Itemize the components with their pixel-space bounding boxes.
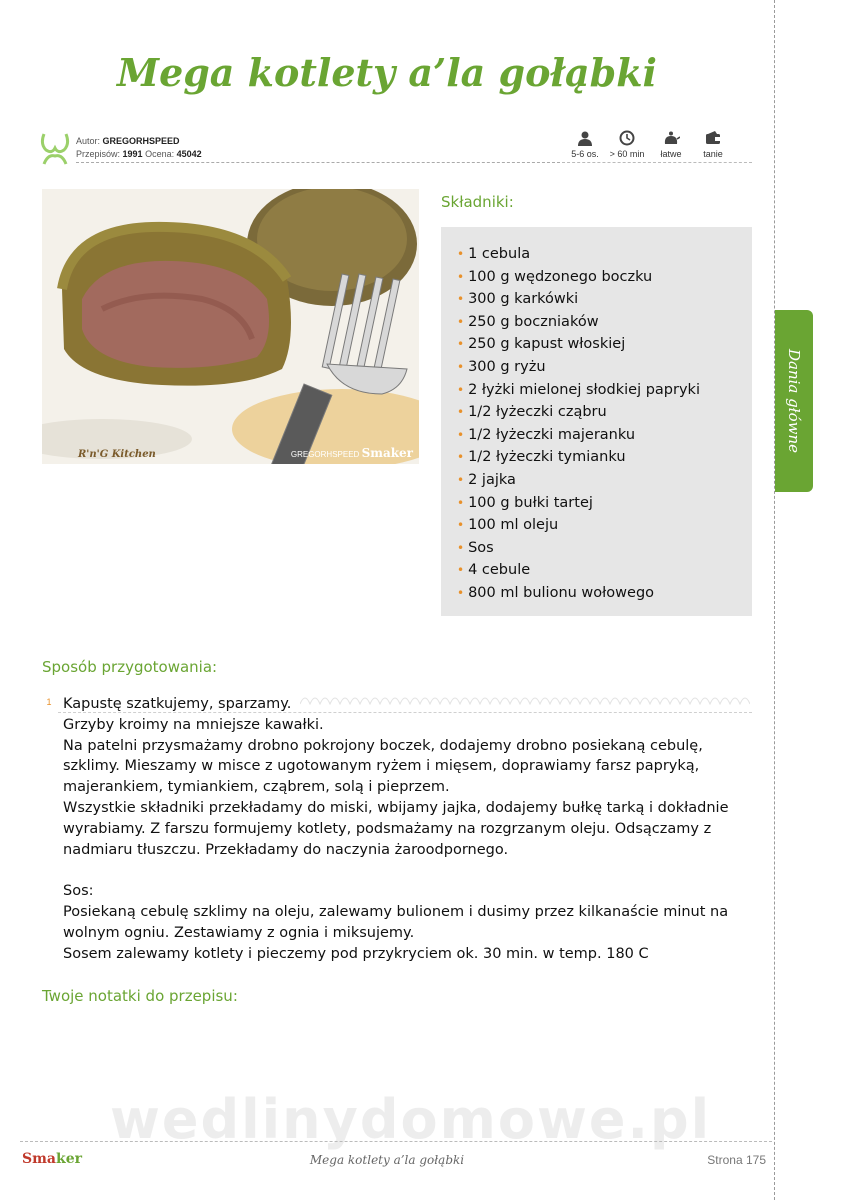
author-name[interactable]: GREGORHSPEED [102, 136, 180, 146]
ingredient-text: 1 cebula [468, 246, 531, 262]
bullet-icon: • [457, 359, 465, 374]
preparation-line: wyrabiamy. Z farszu formujemy kotlety, podsmażamy na rozgrzanym oleju. Odsączamy z [63, 820, 712, 837]
author-label: Autor: [76, 136, 101, 146]
ingredient-item [457, 424, 752, 447]
ingredient-text: 100 g bułki tartej [468, 494, 593, 511]
ingredient-text: Sos [468, 539, 494, 556]
ingredient-item [457, 469, 752, 492]
ingredient-item [457, 311, 752, 334]
footer-title: Mega kotlety a’la gołąbki [309, 1153, 465, 1167]
bullet-icon: • [457, 292, 465, 307]
ingredient-item [457, 559, 752, 582]
bullet-icon: • [457, 472, 465, 487]
recipes-label: Przepisów: [76, 149, 121, 159]
preparation-line: majerankiem, tymiankiem, cząbrem, solą i pieprzem. [63, 779, 450, 796]
notes-heading: Twoje notatki do przepisu: [42, 987, 238, 1005]
ingredient-item [457, 514, 752, 537]
ingredient-item [457, 401, 752, 424]
author-block [40, 132, 560, 164]
preparation-text [63, 694, 753, 964]
ingredient-text: 2 jajka [468, 471, 516, 488]
category-tab-label: Dania główne [785, 348, 803, 454]
bullet-icon: • [457, 314, 465, 329]
page-number: Strona 175 [707, 1153, 766, 1167]
recipe-title: Mega kotlety a’la gołąbki [117, 50, 657, 95]
ingredient-item [457, 446, 752, 469]
recipe-meta [562, 130, 752, 170]
bullet-icon: • [457, 585, 465, 600]
rating-label: Ocena: [145, 149, 175, 159]
ingredient-text: 250 g boczniaków [468, 313, 599, 330]
ingredient-text: 2 łyżki mielonej słodkiej papryki [468, 381, 700, 398]
bullet-icon: • [457, 450, 465, 465]
ingredient-item [457, 537, 752, 560]
cut-line [774, 0, 775, 1200]
cost-label: tanie [703, 149, 723, 159]
ingredient-item [457, 582, 752, 605]
site-watermark: wedlinydomowe.pl [110, 1088, 712, 1151]
kettle-icon [662, 130, 680, 146]
ingredient-text: 1/2 łyżeczki tymianku [468, 449, 626, 466]
ingredient-item [457, 333, 752, 356]
photo-watermark-left: R'n'G Kitchen [78, 449, 156, 460]
ingredient-text: 800 ml bulionu wołowego [468, 584, 655, 601]
ingredient-item [457, 356, 752, 379]
bullet-icon: • [457, 405, 465, 420]
meta-time [604, 130, 650, 159]
ingredient-text: 100 g wędzonego boczku [468, 268, 653, 285]
footer-logo-part1: Sma [22, 1151, 56, 1167]
ingredient-text: 4 cebule [468, 562, 531, 579]
meta-difficulty [648, 130, 694, 159]
rating-value: 45042 [176, 149, 202, 159]
photo-author: GREGORHSPEED [290, 450, 360, 459]
bullet-icon: • [457, 427, 465, 442]
category-tab[interactable] [775, 310, 813, 492]
preparation-line: nadmiaru tłuszczu. Przekładamy do naczynia żaroodpornego. [63, 841, 509, 858]
clock-icon [619, 130, 635, 146]
preparation-line: Kapustę szatkujemy, sparzamy. [63, 696, 292, 712]
ingredient-text: 1/2 łyżeczki cząbru [468, 404, 607, 421]
bullet-icon: • [457, 269, 465, 284]
meta-servings [562, 130, 608, 159]
preparation-line: szklimy. Mieszamy w misce z ugotowanym ryżem i mięsem, doprawiamy farsz papryką, [63, 758, 700, 775]
bullet-icon: • [457, 337, 465, 352]
ingredient-text: 300 g karkówki [468, 291, 579, 308]
ingredients-box [441, 227, 752, 616]
bullet-icon: • [457, 247, 465, 261]
wallet-icon [705, 130, 721, 146]
recipe-photo [42, 189, 419, 464]
ingredients-heading: Składniki: [441, 193, 514, 211]
preparation-line: Grzyby kroimy na mniejsze kawałki. [63, 716, 324, 733]
ingredient-text: 100 ml oleju [468, 517, 559, 534]
preparation-line: Sos: [63, 883, 94, 900]
ingredient-item [457, 379, 752, 402]
footer-logo-part2: ker [56, 1151, 82, 1167]
servings-label: 5-6 os. [571, 149, 599, 159]
meta-divider [562, 162, 752, 163]
bullet-icon: • [457, 382, 465, 397]
bullet-icon: • [457, 540, 465, 555]
recipes-count: 1991 [122, 149, 143, 159]
author-divider [76, 162, 560, 163]
smaker-logo-icon [40, 132, 70, 166]
meta-cost [690, 130, 736, 159]
ingredient-item [457, 288, 752, 311]
step-number: 1 [46, 697, 52, 707]
photo-brand: Smaker [361, 446, 413, 460]
bullet-icon: • [457, 518, 465, 533]
person-icon [577, 130, 593, 146]
photo-watermark-right [291, 446, 413, 460]
preparation-line: Wszystkie składniki przekładamy do miski, wbijamy jajka, dodajemy bułkę tarką i dokładnie [63, 799, 729, 816]
bullet-icon: • [457, 563, 465, 578]
preparation-line: Posiekaną cebulę szklimy na oleju, zalewamy bulionem i dusimy przez kilkanaście minut na [63, 903, 729, 920]
ingredient-text: 1/2 łyżeczki majeranku [468, 426, 636, 443]
cutlets-image [42, 189, 419, 464]
ingredient-item [457, 492, 752, 515]
ingredient-item [457, 243, 752, 266]
preparation-line: Sosem zalewamy kotlety i pieczemy pod przykryciem ok. 30 min. w temp. 180 C [63, 945, 649, 962]
ingredient-text: 250 g kapust włoskiej [468, 336, 626, 353]
footer-divider [20, 1141, 772, 1142]
ingredient-item [457, 266, 752, 289]
author-info [76, 135, 202, 161]
preparation-line [63, 860, 753, 881]
ingredients-list [457, 243, 752, 605]
preparation-line: wolnym ogniu. Zestawiamy z ognia i miksujemy. [63, 924, 415, 941]
ingredient-text: 300 g ryżu [468, 358, 546, 375]
preparation-line: Na patelni przysmażamy drobno pokrojony boczek, dodajemy drobno posiekaną cebulę, [63, 737, 703, 754]
preparation-heading: Sposób przygotowania: [42, 658, 218, 676]
time-label: > 60 min [609, 149, 645, 159]
difficulty-label: łatwe [660, 149, 682, 159]
bullet-icon: • [457, 495, 465, 510]
